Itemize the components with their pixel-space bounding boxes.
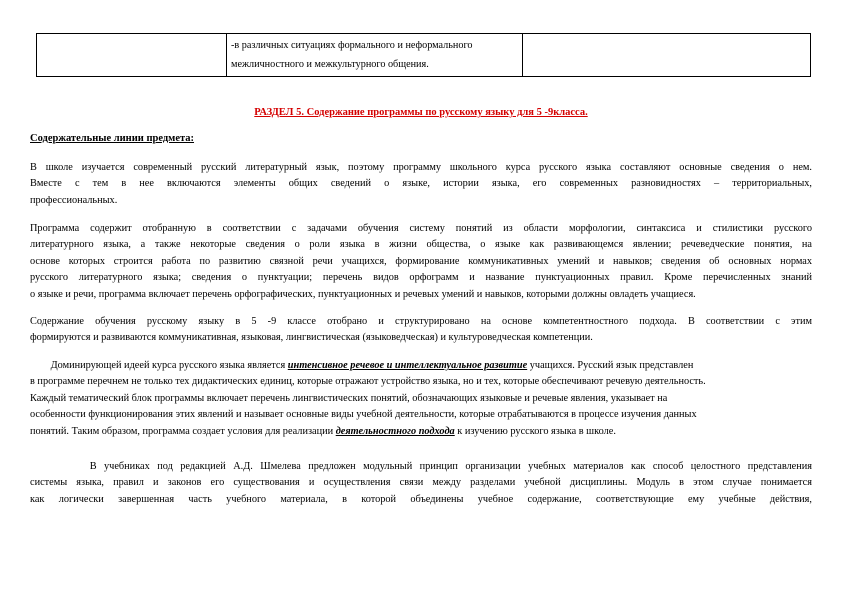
emphasis-text: деятельностного подхода	[335, 425, 455, 437]
table-cell-line: межличностного и межкультурного общения.	[231, 59, 429, 70]
paragraph-text: к изучению русского языка в школе.	[454, 425, 616, 437]
table-cell-1-text	[37, 34, 226, 36]
table-cell-line: -в различных ситуациях формального и неформального	[231, 40, 473, 51]
table-cell-1	[37, 34, 227, 77]
paragraph-line: в программе перечнем не только тех дидактических единиц, которые отражают устройство языка, но и тех, которые обеспечивают речевую деятельность.	[30, 376, 706, 388]
paragraph-line: системы языка, правил и законов его существования и осуществления связи между разделами учебной дисциплины. Модуль в этом случае понимается	[30, 477, 812, 489]
requirements-table	[36, 33, 811, 77]
paragraph-line: Вместе с тем в нее включаются элементы общих сведений о языке, истории языка, его современных разновидностях – территориальных,	[30, 178, 812, 190]
paragraph-line: особенности функционирования этих явлений и называет основные виды учебной деятельности, которые отрабатываются в процессе изучения данных	[30, 409, 697, 421]
paragraph-1	[30, 160, 812, 209]
paragraph-line	[30, 424, 812, 440]
paragraph-5	[30, 459, 812, 508]
table-cell-3-text	[523, 34, 810, 36]
paragraph-line	[30, 358, 812, 374]
table-row	[37, 34, 811, 77]
section-heading: РАЗДЕЛ 5. Содержание программы по русскому языку для 5 -9класса.	[254, 107, 588, 118]
paragraph-4	[30, 358, 812, 440]
paragraph-line: основе которых строится работа по развитию связной речи учащихся, формирование коммуникативных умений и навыков; сведения об основных нормах	[30, 255, 812, 267]
paragraph-line: о языке и речи, программа включает перечень орфографических, пунктуационных и речевых умений и навыков, которыми должны овладеть учащиеся.	[30, 288, 696, 300]
paragraph-line: В школе изучается современный русский литературный язык, поэтому программу школьного курса русского языка составляют основные сведения о нем.	[30, 162, 812, 173]
table-cell-3	[523, 34, 811, 77]
paragraph-line: профессиональных.	[30, 194, 118, 206]
paragraph-text: учащихся. Русский язык представлен	[527, 360, 694, 371]
paragraph-line: формируются и развиваются коммуникативная, языковая, лингвистическая (языковедческая) и культуроведческая компетенции.	[30, 332, 593, 344]
paragraph-2	[30, 221, 812, 303]
content-lines-subheading: Содержательные линии предмета:	[30, 133, 195, 144]
paragraph-3	[30, 314, 812, 347]
table-cell-2-text	[227, 34, 522, 74]
paragraph-text: понятий. Таким образом, программа создает условия для реализации	[30, 425, 336, 437]
paragraph-line: литературного языка, а также некоторые сведения о роли языка в жизни общества, о языке как развивающемся явлении; речеведческие понятия, на	[30, 239, 812, 251]
paragraph-line: как логически завершенная часть учебного материала, в которой объединены учебное содержание, соответствующие ему учебные действия,	[30, 493, 812, 505]
paragraph-line: русского литературного языка; сведения о пунктуации; перечень видов орфограмм и название пунктуационных правил. Кроме перечисленных знаний	[30, 272, 812, 284]
paragraph-line: Программа содержит отобранную в соответствии с задачами обучения систему понятий из области морфологии, синтаксиса и стилистики русского	[30, 223, 812, 234]
emphasis-text: интенсивное речевое и интеллектуальное развитие	[287, 360, 528, 371]
table-cell-2	[227, 34, 523, 77]
paragraph-line: В учебниках под редакцией А.Д. Шмелева предложен модульный принцип организации учебных материалов как способ целостного представления	[30, 461, 812, 472]
paragraph-line: Каждый тематический блок программы включает перечень лингвистических понятий, обозначающих языковые и речевые явления, указывает на	[30, 392, 668, 404]
paragraph-text: Доминирующей идеей курса русского языка является	[30, 360, 288, 371]
paragraph-line: Содержание обучения русскому языку в 5 -9 классе отобрано и структурировано на основе компетентностного подхода. В соответствии с этим	[30, 316, 812, 327]
